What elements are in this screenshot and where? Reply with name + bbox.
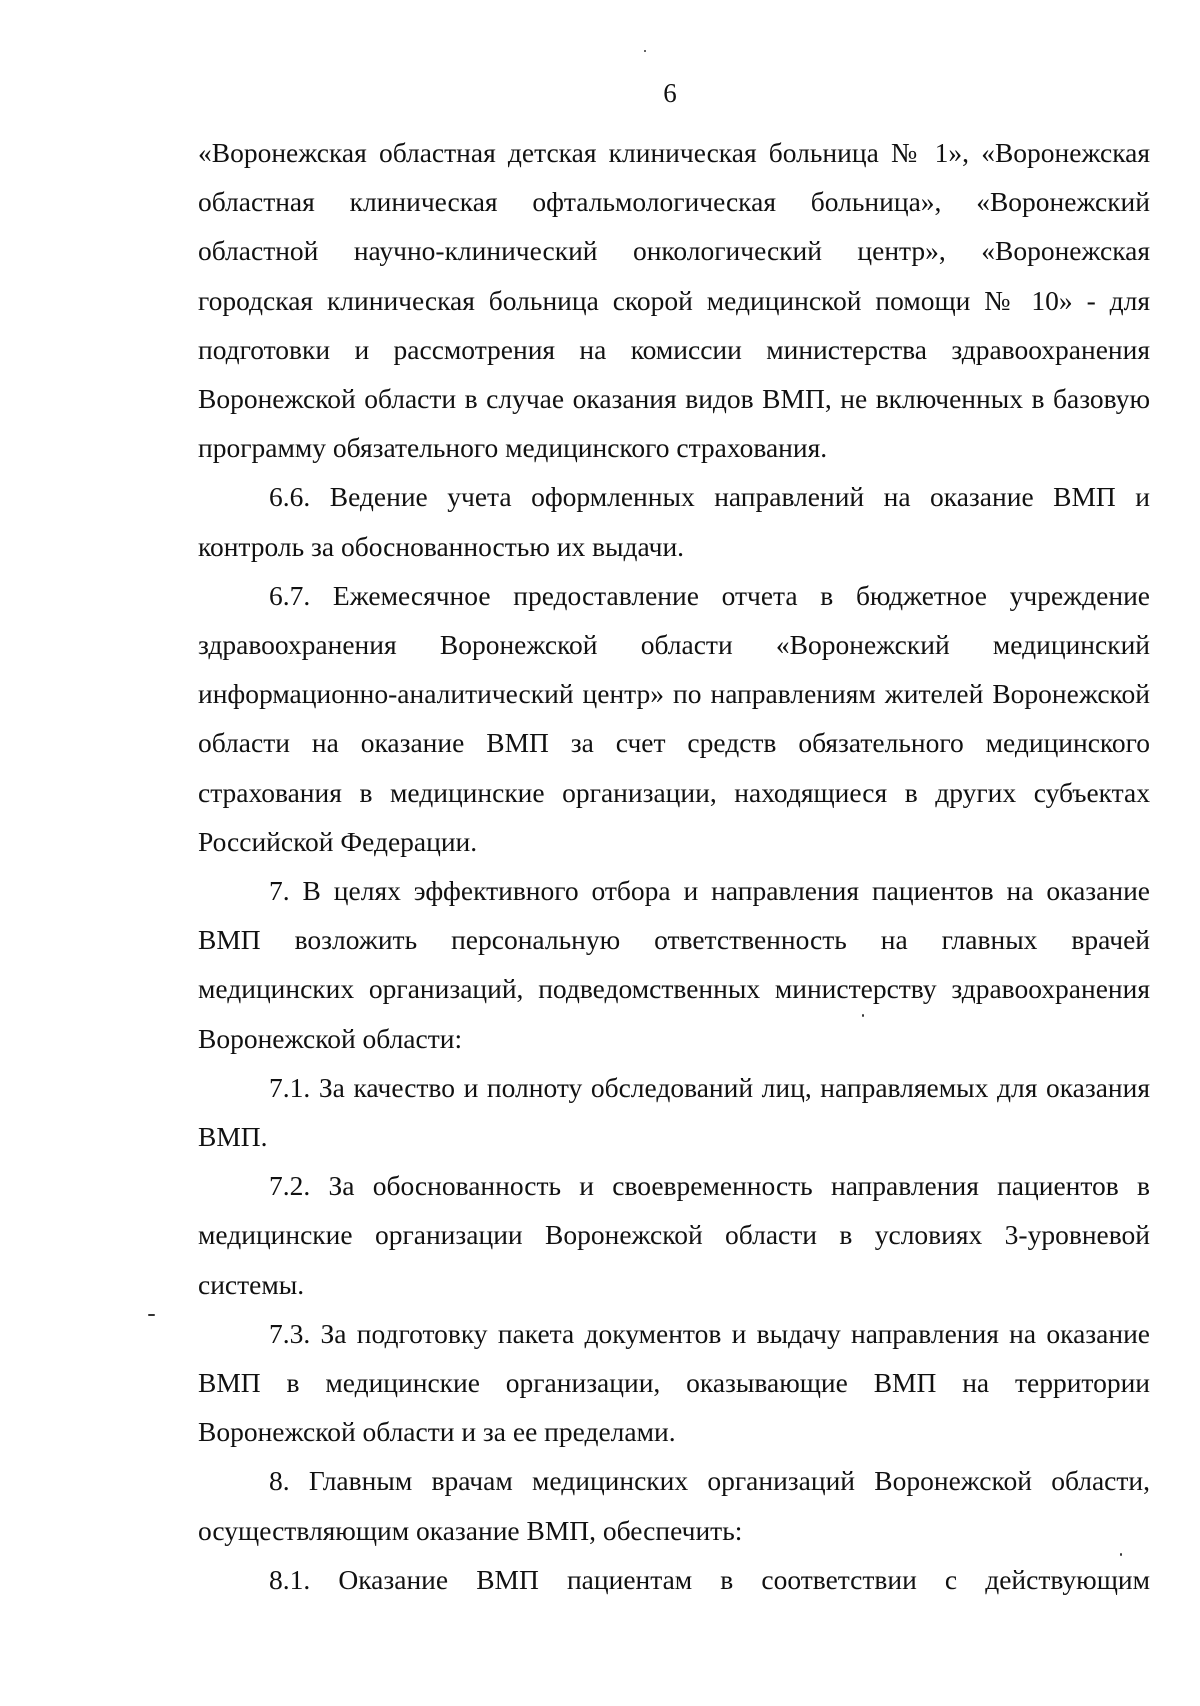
paragraph-7-1: 7.1. За качество и полноту обследований лиц, направляемых для оказания ВМП. bbox=[198, 1071, 1150, 1153]
paragraph-6-7: 6.7. Ежемесячное предоставление отчета в бюджетное учреждение здравоохранения Воронежской области «Воронежский медицинский информационно-аналитический центр» по направлениям жителей Воронежской области на оказание ВМП за счет средств обязательного медицинского страхования в медицинские организации, находящиеся в других субъектах Российской Федерации. bbox=[198, 579, 1150, 857]
paragraph-7-2: 7.2. За обоснованность и своевременность направления пациентов в медицинские организации Воронежской области в условиях 3-уровневой системы. bbox=[198, 1170, 1150, 1300]
paragraph-6-6: 6.6. Ведение учета оформленных направлений на оказание ВМП и контроль за обоснованностью их выдачи. bbox=[198, 481, 1150, 562]
paragraph-continuation: «Воронежская областная детская клиническая больница № 1», «Воронежская областная клиническая офтальмологическая больница», «Воронежский областной научно-клинический онкологический центр», «Воронежская городская клиническая больница скорой медицинской помощи № 10» - для подготовки и рассмотрения на комиссии министерства здравоохранения Воронежской области в случае оказания видов ВМП, не включенных в базовую программу обязательного медицинского страхования. bbox=[198, 137, 1150, 464]
page-number: 6 bbox=[663, 78, 677, 108]
paragraph-8: 8. Главным врачам медицинских организаций Воронежской области, осуществляющим оказание ВМП, обеспечить: bbox=[198, 1465, 1150, 1546]
paragraph-7-3: 7.3. За подготовку пакета документов и выдачу направления на оказание ВМП в медицинские организации, оказывающие ВМП на территории Воронежской области и за ее пределами. bbox=[198, 1317, 1150, 1448]
scan-speck bbox=[148, 1314, 155, 1316]
paragraph-7: 7. В целях эффективного отбора и направления пациентов на оказание ВМП возложить персональную ответственность на главных врачей медицинских организаций, подведомственных министерству здравоохранения Воронежской области: bbox=[198, 875, 1150, 1054]
document-body bbox=[198, 128, 1150, 1604]
paragraph-8-1: 8.1. Оказание ВМП пациентам в соответствии с действующим bbox=[269, 1563, 1150, 1595]
scan-speck bbox=[862, 1014, 864, 1017]
scan-speck bbox=[1120, 1553, 1122, 1556]
scan-speck bbox=[644, 50, 646, 52]
